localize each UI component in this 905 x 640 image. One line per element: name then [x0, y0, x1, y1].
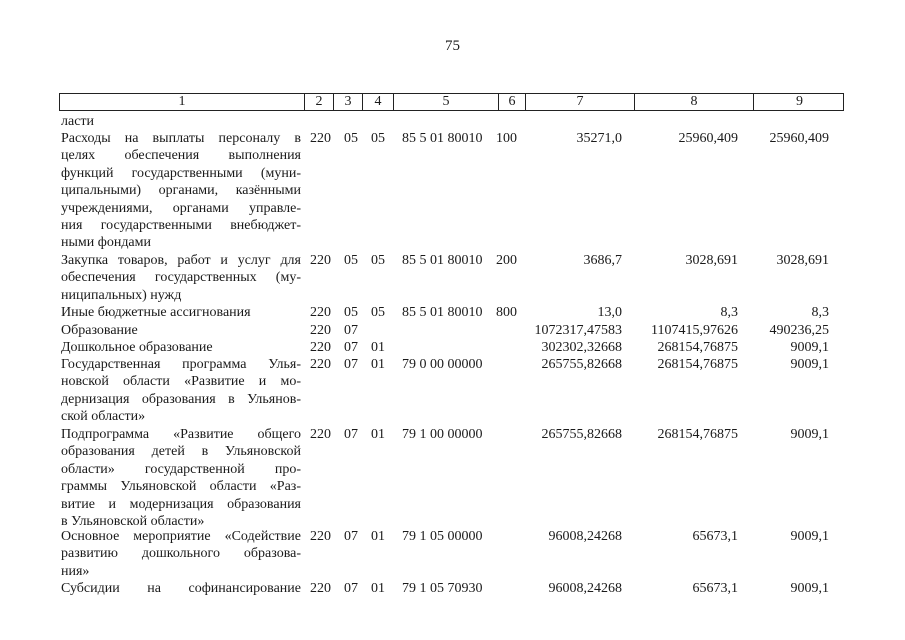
cell-c5: 85 5 01 80010 [402, 305, 483, 320]
cell-c2: 220 [310, 357, 331, 372]
row-name-line: развитию дошкольного образова- [61, 546, 301, 562]
cell-c4: 05 [371, 253, 385, 268]
cell-c9: 9009,1 [790, 427, 829, 442]
row-name-line: Расходы на выплаты персоналу в [61, 131, 301, 146]
cell-c7: 96008,24268 [548, 581, 622, 596]
cell-c7: 1072317,47583 [534, 323, 622, 338]
row-name-line: области» государственной про- [61, 461, 301, 477]
row-name-line: в Ульяновской области» [61, 514, 205, 530]
cell-c7: 13,0 [597, 305, 622, 320]
cell-c3: 07 [344, 357, 358, 372]
cell-c5: 79 0 00 00000 [402, 357, 483, 372]
cell-c2: 220 [310, 340, 331, 355]
cell-c8: 1107415,97626 [651, 323, 738, 338]
row-name-line: учреждениями, органами управле- [61, 200, 301, 216]
cell-c4: 01 [371, 340, 385, 355]
cell-c7: 35271,0 [576, 131, 622, 146]
row-name [61, 322, 301, 339]
cell-c3: 07 [344, 581, 358, 596]
cell-c9: 9009,1 [790, 581, 829, 596]
row-name-line: ниципальных) нужд [61, 287, 182, 303]
cell-c8: 268154,76875 [657, 340, 738, 355]
header-cell-9: 9 [796, 94, 803, 109]
row-name-line: Основное мероприятие «Содействие [61, 529, 301, 544]
cell-c7: 3686,7 [583, 253, 622, 268]
row-name-line: Государственная программа Улья- [61, 357, 301, 372]
cell-c8: 268154,76875 [657, 427, 738, 442]
cell-c2: 220 [310, 131, 331, 146]
cell-c3: 07 [344, 340, 358, 355]
cell-c5: 79 1 00 00000 [402, 427, 483, 442]
header-cell-2: 2 [305, 94, 334, 110]
row-name-line: ния» [61, 563, 90, 579]
row-name [61, 130, 301, 252]
cell-c8: 268154,76875 [657, 357, 738, 372]
row-name [61, 304, 301, 321]
cell-c7: 265755,82668 [541, 357, 622, 372]
cell-c9: 490236,25 [769, 323, 829, 338]
cell-c9: 9009,1 [790, 340, 829, 355]
table-header [59, 93, 844, 111]
row-name-line: витие и модернизация образования [61, 496, 301, 512]
cell-c3: 07 [344, 529, 358, 544]
row-name-line: ципальными) органами, казёнными [61, 183, 301, 199]
row-name [61, 113, 301, 130]
cell-c6: 100 [496, 131, 517, 146]
cell-c5: 79 1 05 70930 [402, 581, 483, 596]
row-name-line: ными фондами [61, 235, 152, 251]
row-name-line: Иные бюджетные ассигнования [61, 305, 251, 320]
cell-c4: 05 [371, 305, 385, 320]
row-name [61, 339, 301, 356]
cell-c9: 25960,409 [769, 131, 829, 146]
cell-c4: 01 [371, 427, 385, 442]
row-name-line: целях обеспечения выполнения [61, 148, 301, 164]
row-name [61, 356, 301, 426]
cell-c4: 01 [371, 581, 385, 596]
cell-c3: 05 [344, 305, 358, 320]
cell-c2: 220 [310, 529, 331, 544]
cell-c4: 01 [371, 529, 385, 544]
row-name-line: ния государственными внебюджет- [61, 218, 301, 234]
cell-c7: 302302,32668 [541, 340, 622, 355]
cell-c8: 3028,691 [685, 253, 738, 268]
header-cell-3: 3 [334, 94, 363, 110]
cell-c3: 05 [344, 131, 358, 146]
cell-c8: 65673,1 [692, 529, 738, 544]
cell-c4: 05 [371, 131, 385, 146]
cell-c3: 07 [344, 323, 358, 338]
cell-c3: 07 [344, 427, 358, 442]
cell-c9: 9009,1 [790, 529, 829, 544]
cell-c8: 25960,409 [678, 131, 738, 146]
row-name [61, 528, 301, 580]
header-cell-7: 7 [526, 94, 635, 110]
row-name-line: образования детей в Ульяновской [61, 444, 301, 460]
row-name-line: ской области» [61, 409, 146, 425]
header-cell-1: 1 [60, 94, 305, 110]
cell-c5: 79 1 05 00000 [402, 529, 483, 544]
cell-c3: 05 [344, 253, 358, 268]
row-name-line: граммы Ульяновской области «Раз- [61, 479, 301, 495]
header-cell-4: 4 [363, 94, 394, 110]
row-name-line: Образование [61, 323, 138, 338]
cell-c9: 9009,1 [790, 357, 829, 372]
cell-c7: 96008,24268 [548, 529, 622, 544]
cell-c2: 220 [310, 323, 331, 338]
row-name-line: Подпрограмма «Развитие общего [61, 427, 301, 442]
cell-c6: 800 [496, 305, 517, 320]
cell-c9: 8,3 [811, 305, 829, 320]
row-name-line: функций государственными (муни- [61, 165, 301, 181]
cell-c4: 01 [371, 357, 385, 372]
row-name [61, 426, 301, 530]
row-name-line: Закупка товаров, работ и услуг для [61, 253, 301, 268]
row-name-line: новской области «Развитие и мо- [61, 374, 301, 390]
cell-c8: 65673,1 [692, 581, 738, 596]
cell-c6: 200 [496, 253, 517, 268]
row-name-line: Дошкольное образование [61, 340, 213, 355]
row-name-line: обеспечения государственных (му- [61, 270, 301, 286]
row-name [61, 580, 301, 597]
header-cell-6: 6 [499, 94, 526, 110]
cell-c8: 8,3 [720, 305, 738, 320]
row-name-line: ласти [61, 114, 95, 129]
cell-c5: 85 5 01 80010 [402, 131, 483, 146]
cell-c2: 220 [310, 253, 331, 268]
row-name [61, 252, 301, 304]
cell-c9: 3028,691 [776, 253, 829, 268]
cell-c2: 220 [310, 427, 331, 442]
header-cell-5: 5 [394, 94, 499, 110]
cell-c2: 220 [310, 581, 331, 596]
row-name-line: Субсидии на софинансирование [61, 581, 301, 596]
cell-c2: 220 [310, 305, 331, 320]
row-name-line: дернизация образования в Ульянов- [61, 391, 301, 407]
cell-c7: 265755,82668 [541, 427, 622, 442]
cell-c5: 85 5 01 80010 [402, 253, 483, 268]
header-cell-8: 8 [635, 94, 754, 110]
page-number: 75 [445, 38, 460, 54]
